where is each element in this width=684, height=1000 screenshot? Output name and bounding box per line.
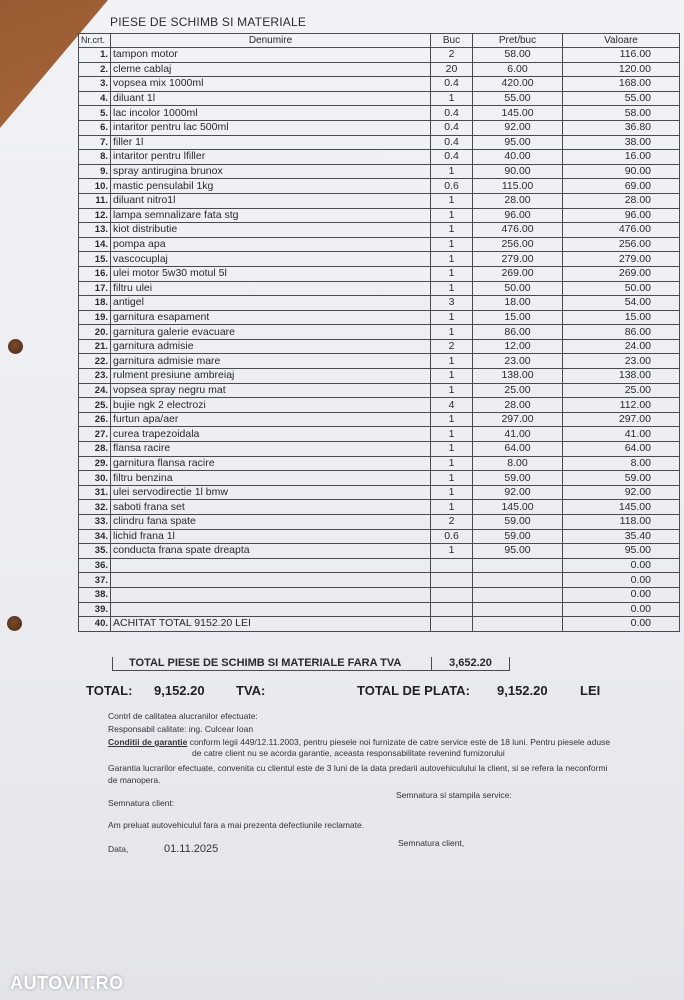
- total-plata-label: TOTAL DE PLATA:: [357, 683, 470, 698]
- row-pret: 50.00: [473, 281, 563, 296]
- row-denumire: garnitura admisie: [111, 339, 431, 354]
- row-denumire: furtun apa/aer: [111, 412, 431, 427]
- row-denumire: [111, 602, 431, 617]
- row-denumire: garnitura esapament: [111, 310, 431, 325]
- row-nr: 3.: [79, 77, 111, 92]
- row-nr: 30.: [79, 471, 111, 486]
- row-nr: 40.: [79, 617, 111, 632]
- row-denumire: clindru fana spate: [111, 515, 431, 530]
- table-row: [79, 77, 680, 92]
- row-denumire: lampa semnalizare fata stg: [111, 208, 431, 223]
- table-row: [79, 135, 680, 150]
- table-row: [79, 62, 680, 77]
- row-denumire: antigel: [111, 296, 431, 311]
- table-row: [79, 398, 680, 413]
- row-buc: 0.4: [431, 150, 473, 165]
- row-buc: [431, 573, 473, 588]
- punch-hole-icon: [7, 616, 22, 631]
- row-valoare: 59.00: [563, 471, 680, 486]
- garantie-line-2: de manopera.: [108, 775, 161, 785]
- row-denumire: vopsea spray negru mat: [111, 383, 431, 398]
- row-buc: 1: [431, 281, 473, 296]
- row-denumire: [111, 587, 431, 602]
- table-row: [79, 515, 680, 530]
- row-denumire: flansa racire: [111, 442, 431, 457]
- row-buc: 2: [431, 339, 473, 354]
- row-denumire: pompa apa: [111, 237, 431, 252]
- row-valoare: 168.00: [563, 77, 680, 92]
- table-row: [79, 120, 680, 135]
- row-denumire: kiot distributie: [111, 223, 431, 238]
- row-buc: 1: [431, 500, 473, 515]
- row-pret: 476.00: [473, 223, 563, 238]
- table-row: [79, 427, 680, 442]
- row-valoare: 116.00: [563, 48, 680, 63]
- table-row: [79, 617, 680, 632]
- semnatura-client-2-label: Semnatura client,: [398, 838, 465, 848]
- row-pret: 96.00: [473, 208, 563, 223]
- row-buc: 1: [431, 369, 473, 384]
- row-valoare: 28.00: [563, 193, 680, 208]
- row-valoare: 35.40: [563, 529, 680, 544]
- total-fara-tva-value: 3,652.20: [432, 657, 510, 671]
- column-header-nr: Nr.crt.: [79, 34, 111, 48]
- row-valoare: 120.00: [563, 62, 680, 77]
- row-valoare: 112.00: [563, 398, 680, 413]
- row-valoare: 90.00: [563, 164, 680, 179]
- row-valoare: 69.00: [563, 179, 680, 194]
- row-buc: 1: [431, 252, 473, 267]
- row-buc: 0.4: [431, 77, 473, 92]
- row-denumire: filler 1l: [111, 135, 431, 150]
- row-pret: 92.00: [473, 120, 563, 135]
- table-row: [79, 529, 680, 544]
- row-pret: 28.00: [473, 193, 563, 208]
- row-valoare: 64.00: [563, 442, 680, 457]
- row-valoare: 25.00: [563, 383, 680, 398]
- row-denumire: garnitura flansa racire: [111, 456, 431, 471]
- row-denumire: curea trapezoidala: [111, 427, 431, 442]
- row-valoare: 118.00: [563, 515, 680, 530]
- row-pret: 40.00: [473, 150, 563, 165]
- table-row: [79, 106, 680, 121]
- row-buc: 1: [431, 456, 473, 471]
- row-buc: 1: [431, 544, 473, 559]
- row-pret: 420.00: [473, 77, 563, 92]
- row-valoare: 138.00: [563, 369, 680, 384]
- row-denumire: garnitura galerie evacuare: [111, 325, 431, 340]
- row-denumire: intaritor pentru lfiller: [111, 150, 431, 165]
- row-pret: [473, 602, 563, 617]
- row-nr: 37.: [79, 573, 111, 588]
- row-denumire: filtru benzina: [111, 471, 431, 486]
- row-valoare: 476.00: [563, 223, 680, 238]
- table-row: [79, 252, 680, 267]
- row-pret: 90.00: [473, 164, 563, 179]
- row-pret: 95.00: [473, 135, 563, 150]
- row-pret: 86.00: [473, 325, 563, 340]
- punch-hole-icon: [8, 339, 23, 354]
- row-pret: 256.00: [473, 237, 563, 252]
- table-row: [79, 471, 680, 486]
- table-row: [79, 442, 680, 457]
- row-pret: 25.00: [473, 383, 563, 398]
- row-pret: 145.00: [473, 500, 563, 515]
- watermark-logo: AUTOVIT.RO: [10, 973, 124, 993]
- row-buc: 1: [431, 383, 473, 398]
- semnatura-client-label: Semnatura client:: [108, 798, 175, 808]
- conditii-text: conform legii 449/12.11.2003, pentru piesele noi furnizate de catre service este de 18 luni. Pentru piesele aduse: [187, 737, 611, 747]
- row-pret: 12.00: [473, 339, 563, 354]
- row-buc: 0.4: [431, 120, 473, 135]
- table-row: [79, 179, 680, 194]
- row-valoare: 50.00: [563, 281, 680, 296]
- table-row: [79, 281, 680, 296]
- table-row: [79, 573, 680, 588]
- row-buc: 1: [431, 208, 473, 223]
- row-buc: 1: [431, 91, 473, 106]
- row-nr: 14.: [79, 237, 111, 252]
- row-buc: 1: [431, 354, 473, 369]
- row-pret: 58.00: [473, 48, 563, 63]
- parts-table: [78, 33, 680, 632]
- table-row: [79, 237, 680, 252]
- row-nr: 9.: [79, 164, 111, 179]
- total-plata-value: 9,152.20: [497, 683, 548, 698]
- row-denumire: diluant nitro1l: [111, 193, 431, 208]
- table-row: [79, 354, 680, 369]
- row-denumire: tampon motor: [111, 48, 431, 63]
- tva-label: TVA:: [236, 683, 266, 698]
- row-valoare: 96.00: [563, 208, 680, 223]
- table-row: [79, 164, 680, 179]
- row-pret: 145.00: [473, 106, 563, 121]
- row-buc: [431, 587, 473, 602]
- row-buc: 1: [431, 164, 473, 179]
- row-nr: 23.: [79, 369, 111, 384]
- row-pret: 55.00: [473, 91, 563, 106]
- row-pret: 41.00: [473, 427, 563, 442]
- row-denumire: conducta frana spate dreapta: [111, 544, 431, 559]
- row-pret: [473, 587, 563, 602]
- table-row: [79, 544, 680, 559]
- row-nr: 10.: [79, 179, 111, 194]
- row-valoare: 0.00: [563, 617, 680, 632]
- row-valoare: 0.00: [563, 558, 680, 573]
- row-nr: 18.: [79, 296, 111, 311]
- row-valoare: 36.80: [563, 120, 680, 135]
- total-fara-tva-label: TOTAL PIESE DE SCHIMB SI MATERIALE FARA TVA: [112, 657, 432, 671]
- row-nr: 8.: [79, 150, 111, 165]
- row-valoare: 16.00: [563, 150, 680, 165]
- row-nr: 39.: [79, 602, 111, 617]
- row-pret: [473, 573, 563, 588]
- row-buc: 0.4: [431, 135, 473, 150]
- row-nr: 13.: [79, 223, 111, 238]
- total-label: TOTAL:: [86, 683, 133, 698]
- row-valoare: 38.00: [563, 135, 680, 150]
- row-denumire: ACHITAT TOTAL 9152.20 LEI: [111, 617, 431, 632]
- row-valoare: 41.00: [563, 427, 680, 442]
- row-buc: 0.4: [431, 106, 473, 121]
- responsabil-line: Responsabil calitate: ing. Culcear Ioan: [108, 724, 254, 734]
- row-nr: 1.: [79, 48, 111, 63]
- row-denumire: [111, 558, 431, 573]
- row-buc: 0.6: [431, 529, 473, 544]
- row-buc: 1: [431, 442, 473, 457]
- row-nr: 28.: [79, 442, 111, 457]
- table-row: [79, 193, 680, 208]
- table-header-row: [79, 34, 680, 48]
- table-row: [79, 223, 680, 238]
- preluat-line: Am preluat autovehiculul fara a mai prezenta defectiunile reclamate.: [108, 820, 365, 830]
- row-pret: 23.00: [473, 354, 563, 369]
- row-denumire: diluant 1l: [111, 91, 431, 106]
- row-buc: [431, 617, 473, 632]
- row-nr: 21.: [79, 339, 111, 354]
- control-line: Contrl de calitatea alucranilor efectuate:: [108, 711, 258, 721]
- row-buc: 3: [431, 296, 473, 311]
- table-row: [79, 208, 680, 223]
- row-nr: 22.: [79, 354, 111, 369]
- row-denumire: ulei servodirectie 1l bmw: [111, 485, 431, 500]
- table-row: [79, 412, 680, 427]
- row-pret: 115.00: [473, 179, 563, 194]
- table-row: [79, 310, 680, 325]
- row-nr: 12.: [79, 208, 111, 223]
- row-valoare: 54.00: [563, 296, 680, 311]
- row-denumire: filtru ulei: [111, 281, 431, 296]
- row-nr: 19.: [79, 310, 111, 325]
- row-valoare: 24.00: [563, 339, 680, 354]
- row-pret: 28.00: [473, 398, 563, 413]
- row-valoare: 279.00: [563, 252, 680, 267]
- column-header-buc: Buc: [431, 34, 473, 48]
- row-denumire: [111, 573, 431, 588]
- table-row: [79, 369, 680, 384]
- row-valoare: 15.00: [563, 310, 680, 325]
- row-nr: 32.: [79, 500, 111, 515]
- row-pret: 269.00: [473, 266, 563, 281]
- row-nr: 5.: [79, 106, 111, 121]
- row-denumire: mastic pensulabil 1kg: [111, 179, 431, 194]
- row-buc: 1: [431, 412, 473, 427]
- row-pret: [473, 617, 563, 632]
- row-nr: 34.: [79, 529, 111, 544]
- column-header-denumire: Denumire: [111, 34, 431, 48]
- row-denumire: rulment presiune ambreiaj: [111, 369, 431, 384]
- row-nr: 38.: [79, 587, 111, 602]
- column-header-valoare: Valoare: [563, 34, 680, 48]
- conditii-line: [108, 737, 610, 747]
- row-valoare: 256.00: [563, 237, 680, 252]
- row-nr: 20.: [79, 325, 111, 340]
- row-buc: 1: [431, 325, 473, 340]
- row-pret: 8.00: [473, 456, 563, 471]
- row-denumire: intaritor pentru lac 500ml: [111, 120, 431, 135]
- row-nr: 27.: [79, 427, 111, 442]
- row-nr: 6.: [79, 120, 111, 135]
- row-buc: 1: [431, 471, 473, 486]
- row-pret: 138.00: [473, 369, 563, 384]
- conditii-label: Conditii de garantie: [108, 737, 188, 747]
- row-nr: 33.: [79, 515, 111, 530]
- row-valoare: 58.00: [563, 106, 680, 121]
- garantie-line-1: Garantia lucrarilor efectuate, convenita cu clientul este de 3 luni de la data predarii autovehiculului la client, si se refera la neconformi: [108, 763, 608, 773]
- table-row: [79, 500, 680, 515]
- row-valoare: 269.00: [563, 266, 680, 281]
- row-nr: 31.: [79, 485, 111, 500]
- row-pret: 297.00: [473, 412, 563, 427]
- table-row: [79, 150, 680, 165]
- row-nr: 29.: [79, 456, 111, 471]
- row-buc: 1: [431, 193, 473, 208]
- row-buc: 4: [431, 398, 473, 413]
- table-row: [79, 558, 680, 573]
- row-buc: 1: [431, 310, 473, 325]
- row-denumire: bujie ngk 2 electrozi: [111, 398, 431, 413]
- row-valoare: 8.00: [563, 456, 680, 471]
- row-valoare: 92.00: [563, 485, 680, 500]
- column-header-pret: Pret/buc: [473, 34, 563, 48]
- table-row: [79, 325, 680, 340]
- table-row: [79, 339, 680, 354]
- row-nr: 25.: [79, 398, 111, 413]
- row-buc: 2: [431, 48, 473, 63]
- row-valoare: 0.00: [563, 602, 680, 617]
- row-pret: 59.00: [473, 529, 563, 544]
- row-pret: [473, 558, 563, 573]
- row-pret: 95.00: [473, 544, 563, 559]
- row-buc: [431, 558, 473, 573]
- row-pret: 92.00: [473, 485, 563, 500]
- row-denumire: vascocuplaj: [111, 252, 431, 267]
- row-pret: 59.00: [473, 471, 563, 486]
- data-value: 01.11.2025: [164, 843, 219, 855]
- row-nr: 26.: [79, 412, 111, 427]
- row-buc: 1: [431, 427, 473, 442]
- row-denumire: cleme cablaj: [111, 62, 431, 77]
- row-nr: 36.: [79, 558, 111, 573]
- row-buc: 1: [431, 223, 473, 238]
- row-buc: 1: [431, 237, 473, 252]
- row-denumire: spray antirugina brunox: [111, 164, 431, 179]
- data-label: Data,: [108, 844, 129, 854]
- row-nr: 17.: [79, 281, 111, 296]
- row-nr: 16.: [79, 266, 111, 281]
- row-pret: 18.00: [473, 296, 563, 311]
- row-valoare: 23.00: [563, 354, 680, 369]
- row-pret: 279.00: [473, 252, 563, 267]
- row-buc: 2: [431, 515, 473, 530]
- row-denumire: saboti frana set: [111, 500, 431, 515]
- table-row: [79, 91, 680, 106]
- row-nr: 24.: [79, 383, 111, 398]
- row-pret: 6.00: [473, 62, 563, 77]
- row-valoare: 95.00: [563, 544, 680, 559]
- row-valoare: 297.00: [563, 412, 680, 427]
- row-denumire: ulei motor 5w30 motul 5l: [111, 266, 431, 281]
- row-buc: [431, 602, 473, 617]
- table-row: [79, 266, 680, 281]
- row-denumire: lichid frana 1l: [111, 529, 431, 544]
- row-nr: 7.: [79, 135, 111, 150]
- row-pret: 59.00: [473, 515, 563, 530]
- table-row: [79, 456, 680, 471]
- table-row: [79, 587, 680, 602]
- total-fara-tva-row: [112, 657, 510, 671]
- conditii-line-2: de catre client nu se acorda garantie, aceasta responsabilitate revenind furnizorului: [192, 748, 505, 758]
- table-row: [79, 296, 680, 311]
- row-denumire: garnitura admisie mare: [111, 354, 431, 369]
- table-row: [79, 602, 680, 617]
- row-nr: 15.: [79, 252, 111, 267]
- row-buc: 0.6: [431, 179, 473, 194]
- table-row: [79, 383, 680, 398]
- row-valoare: 0.00: [563, 587, 680, 602]
- row-denumire: lac incolor 1000ml: [111, 106, 431, 121]
- row-valoare: 86.00: [563, 325, 680, 340]
- total-value: 9,152.20: [154, 683, 205, 698]
- document-title: PIESE DE SCHIMB SI MATERIALE: [110, 15, 307, 29]
- row-buc: 20: [431, 62, 473, 77]
- row-valoare: 0.00: [563, 573, 680, 588]
- semnatura-service-label: Semnatura si stampila service:: [396, 790, 512, 800]
- row-valoare: 55.00: [563, 91, 680, 106]
- row-denumire: vopsea mix 1000ml: [111, 77, 431, 92]
- row-pret: 64.00: [473, 442, 563, 457]
- row-buc: 1: [431, 266, 473, 281]
- row-nr: 4.: [79, 91, 111, 106]
- currency-label: LEI: [580, 683, 601, 698]
- table-row: [79, 485, 680, 500]
- row-nr: 35.: [79, 544, 111, 559]
- row-nr: 2.: [79, 62, 111, 77]
- row-nr: 11.: [79, 193, 111, 208]
- row-valoare: 145.00: [563, 500, 680, 515]
- row-pret: 15.00: [473, 310, 563, 325]
- row-buc: 1: [431, 485, 473, 500]
- table-row: [79, 48, 680, 63]
